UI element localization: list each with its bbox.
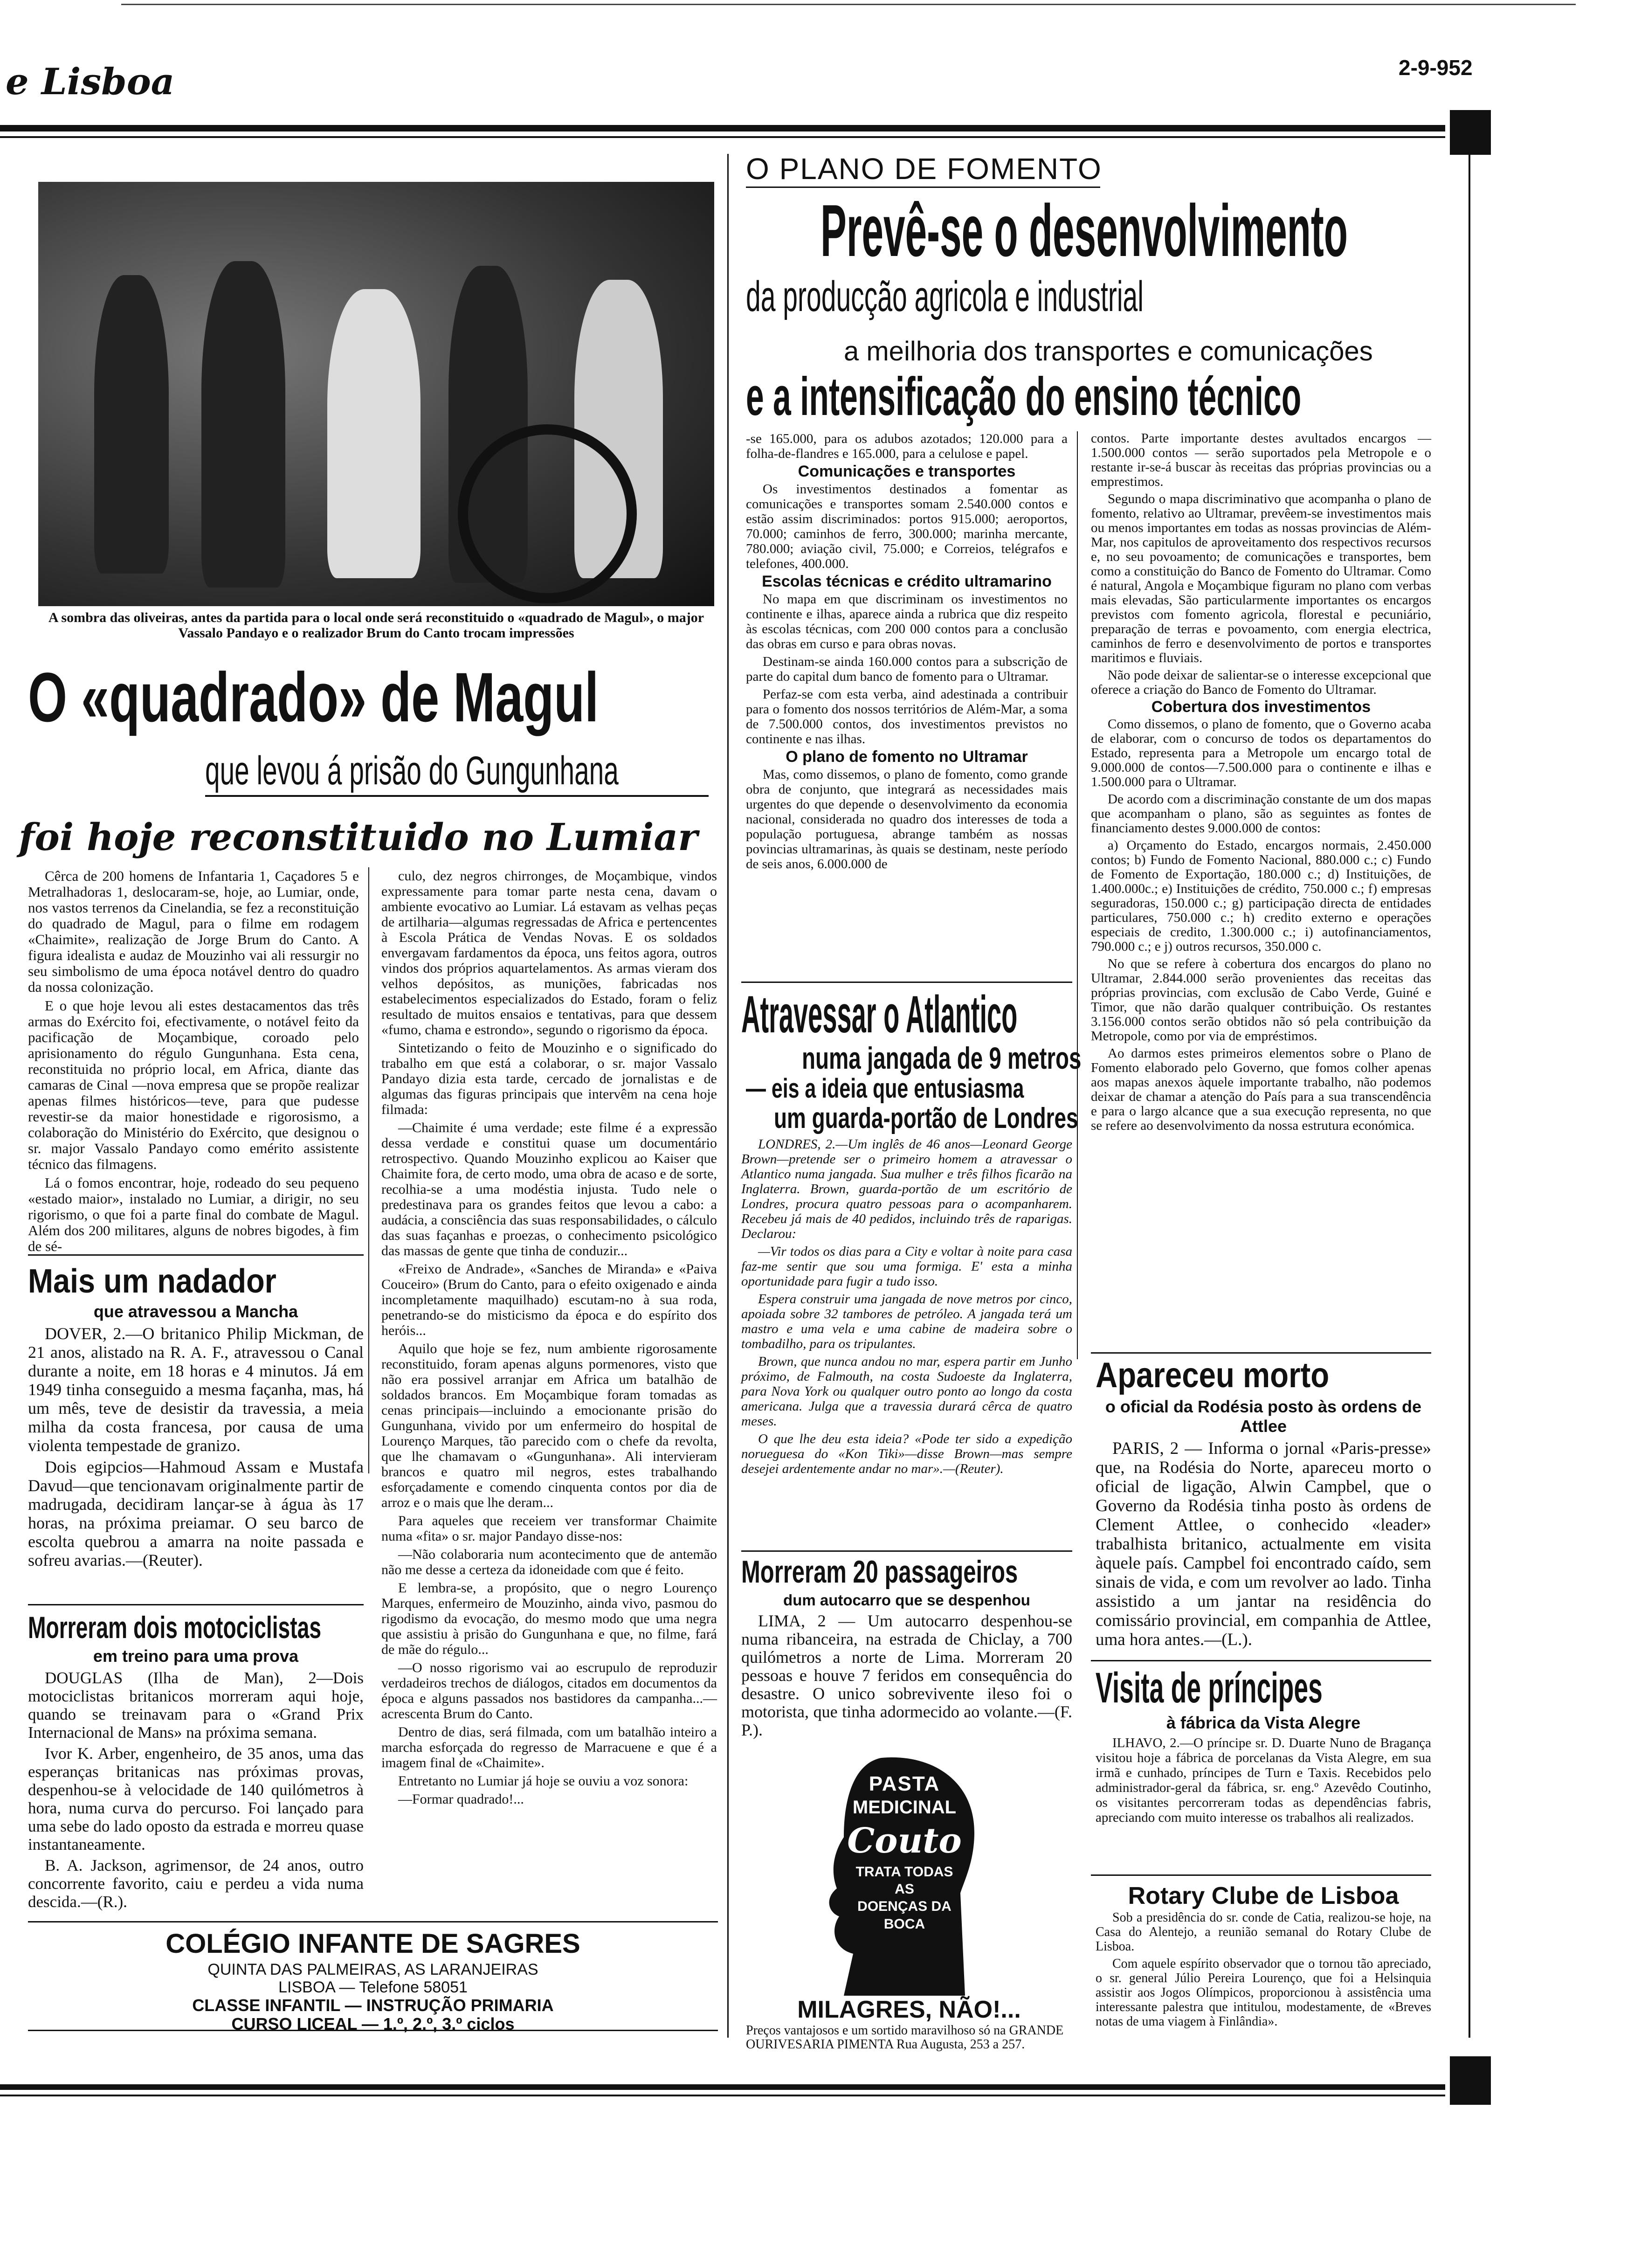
passageiros-headline: Morreram 20 passageiros (741, 1554, 1018, 1590)
ad-pasta-brand: Couto (847, 1821, 962, 1861)
moto-top-rule (28, 1604, 364, 1605)
atlantico-sub3: um guarda-portão de Londres (774, 1102, 1078, 1134)
ad-milagres-title: MILAGRES, NÃO!... (797, 1996, 1021, 2023)
nadador-subhead: que atravessou a Mancha (93, 1302, 298, 1321)
photo-wheel (458, 424, 637, 603)
ad-milagres (746, 1996, 1072, 2052)
col1-paragraph: Lá o fomos encontrar, hoje, rodeado do seu pequeno «estado maior», instalado no Lumiar, a dirigir, no seu rigorismo, o que foi a parte final do combate de Magul. Além dos 200 militares, alguns de nobres bigodes, à fim de sé- (28, 1175, 359, 1254)
fomento-subhead: Comunicações e transportes (798, 463, 1016, 480)
fomento-paragraph: Segundo o mapa discriminativo que acompanha o plano de fomento, relativo ao Ultramar, prevêem-se investimentos mais ou menos importantes em todas as nossas provincias de Além-Mar, nos capitulos de aproveitamento dos respectivos recursos e, no seu povoamento; de comunicações e transportes, bem como a constituição do Banco de Fomento do Ultramar. Como é natural, Angola e Moçambique figuram no plano com verbas mais elevadas, São particularmente importantes os encargos previstos com fomento agricola, florestal e pecuniário, preparação de terras e povoamento, com energia electrica, caminhos de ferro e desenvolvimento de portos e transportes maritimos e fluviais. (1091, 491, 1431, 665)
left-kicker: foi hoje reconstituido no Lumiar (19, 815, 698, 859)
col2-paragraph: —Chaimite é uma verdade; este filme é a expressão dessa verdade e constitui quase um documentário retrospectivo. Quando Mouzinho explicou ao Kaiser que Chaimite fora, de certo modo, uma obra de acaso e de sorte, recolhia-se a uma modéstia injusta. Tudo nele o predestinava para os grandes feitos que levou a cabo: a audácia, a consciência das suas responsabilidades, o cálculo das suas façanhas e proezas, o conhecimento psicológico das massas de gente que tinha de conduzir... (381, 1120, 717, 1258)
principes-top-rule (1091, 1660, 1431, 1661)
col2-paragraph: culo, dez negros chirronges, de Moçambique, vindos expressamente para tomar parte nesta cena, davam o ambiente evocativo ao Lumiar. Lá estavam as velhas peças de artilharia—algumas regressadas de Africa e pertencentes à Escola Prática de Vendas Novas. E os soldados envergavam fardamentos da época, uns feitos agora, outros vindos dos próprios aquartelamentos. As armas vieram dos velhos depósitos, as munições, fabricadas nos estabelecimentos especializados do Estado, foram o feliz resultado de muitos ensaios e tentativas, para que dessem «fumo, chama e estrondo», segundo o rigorismo da época. (381, 868, 717, 1037)
fomento-colA (746, 431, 1068, 874)
photo-figure (327, 289, 421, 578)
fomento-paragraph: De acordo com a discriminação constante de um dos mapas que acompanham o plano, são as seguintes as fontes de financiamento destes 9.000.000 de contos: (1091, 792, 1431, 836)
morto-top-rule (1091, 1352, 1431, 1354)
nadador-headline: Mais um nadador (28, 1263, 276, 1300)
ad-pasta-line: BOCA (883, 1916, 925, 1932)
passageiros-article (741, 1555, 1072, 1742)
passageiros-subhead: dum autocarro que se despenhou (783, 1591, 1030, 1609)
edge-line (1469, 154, 1470, 2038)
rotary-article (1096, 1881, 1431, 2032)
left-col2 (381, 868, 717, 1810)
fomento-paragraph: a) Orçamento do Estado, encargos normais, 2.450.000 contos; b) Fundo de Fomento Nacional, 880.000 c.; c) Fundo de Fomento de Exportação, 180.000 c.; d) Instituições, de 1.400.000c.; e) Instituições de crédito, 750.000 c.; f) empresas seguradoras, 150.000 c.; g) participação directa de entidades particulares, 750.000 c.; h) credito externo e operações especiais de credito, 1.300.000 c.; i) autofinanciamentos, 790.000 c.; e j) outros recursos, 350.000 c. (1091, 838, 1431, 954)
ad-pasta-line: TRATA TODAS (855, 1864, 953, 1880)
bottom-rule-thick (0, 2084, 1445, 2090)
col2-paragraph: Dentro de dias, será filmada, com um batalhão inteiro a marcha esforçada do regresso de Marracuene e que é a imagem final de «Chaimite». (381, 1724, 717, 1770)
rotary-top-rule (1091, 1874, 1431, 1876)
moto-paragraph: DOUGLAS (Ilha de Man), 2—Dois motociclistas britanicos morreram aqui hoje, quando se treinavam para o «Grand Prix Internacional de Mans» na próxima semana. (28, 1669, 364, 1742)
edge-marker-top (1450, 110, 1491, 155)
atlantico-paragraph: Brown, que nunca andou no mar, espera partir em Junho próximo, de Falmouth, na costa Sudoeste da Inglaterra, para Nova York ou qualquer outro ponto ao longo da costa americana. Julga que a travessia durará cêrca de quatro meses. (741, 1354, 1072, 1429)
col2-paragraph: —O nosso rigorismo vai ao escrupulo de reproduzir verdadeiros trechos de diálogos, citados em documentos da época e alguns passados nos bastidores da campanha...—acrescenta Brum do Canto. (381, 1660, 717, 1722)
nadador-article (28, 1264, 364, 1572)
fomento-paragraph: Não pode deixar de salientar-se o interesse excepcional que oferece a criação do Banco de Fomento do Ultramar. (1091, 668, 1431, 697)
col1-paragraph: Cêrca de 200 homens de Infantaria 1, Caçadores 5 e Metralhadoras 1, deslocaram-se, hoje, ao Lumiar, onde, nos vastos terrenos da Cinelandia, se fez a reconstituição do quadrado de Magul, para o filme em rodagem «Chaimite», realização de Jorge Brum do Canto. A figura idealista e audaz de Mouzinho vai ali ressurgir no seu simbolismo de uma época notável dentro do quadro da nossa colonização. (28, 868, 359, 995)
ad-pasta-line: MEDICINAL (852, 1797, 957, 1818)
passageiros-paragraph: LIMA, 2 — Um autocarro despenhou-se numa ribanceira, na estrada de Chiclay, a 700 quilómetros a norte de Lima. Morreram 20 pessoas e houve 7 feridos em consequência do desastre. O unico sobrevivente ileso foi o motorista, que tinha adormecido ao volante.—(F. P.). (741, 1611, 1072, 1739)
col2-paragraph: Sintetizando o feito de Mouzinho e o significado do trabalho em que está a colaborar, o sr. major Vassalo Pandayo dizia esta tarde, cercado de jornalistas e de algumas das figuras principais que intervêm na cena hoje filmada: (381, 1040, 717, 1117)
kicker-underline (746, 187, 1100, 188)
ad-pasta-line: DOENÇAS DA (857, 1899, 952, 1914)
photo-caption: A sombra das oliveiras, antes da partida para o local onde será reconstituido o «quadrado de Magul», o major Vassalo Pandayo e o realizador Brum do Canto trocam impressões (48, 610, 704, 641)
atlantico-paragraph: O que lhe deu esta ideia? «Pode ter sido a expedição norueguesa do «Kon Tiki»—disse Brown—mas sempre desejei ardentemente andar no mar».—(Reuter). (741, 1431, 1072, 1476)
left-col1 (28, 868, 359, 1257)
fomento-paragraph: No mapa em que discriminam os investimentos no continente e ilhas, aparece ainda a rubrica que diz respeito às escolas técnicas, com 200 000 contos para a conclusão das obras em curso e para obras novas. (746, 592, 1068, 651)
photo-figure (94, 275, 169, 574)
morto-paragraph: PARIS, 2 — Informa o jornal «Paris-presse» que, na Rodésia do Norte, apareceu morto o oficial de ligação, Alwin Campbel, que o Governo da Rodésia tinha posto às ordens de Clement Attlee, o conhecido «leader» trabalhista britanico, actualmente em visita àquele país. Campbel foi encontrado caído, sem sinais de vida, e com um revolver ao lado. Tinha assistido a um jantar na residência do comissário provincial, em companhia de Attlee, uma hora antes.—(L.). (1096, 1439, 1431, 1649)
fomento-paragraph: Os investimentos destinados a fomentar as comunicações e transportes somam 2.540.000 contos e estão assim discriminados: portos 915.000; aeroportos, 70.000; caminhos de ferro, 300.000; marinha mercante, 780.000; aviação civil, 75.000; e Correios, telégrafos e telefones, 400.000. (746, 482, 1068, 571)
rotary-headline: Rotary Clube de Lisboa (1128, 1882, 1399, 1909)
nadador-paragraph: Dois egipcios—Hahmoud Assam e Mustafa Davud—que tencionavam originalmente partir de madrugada, decidiram lançar-se à água às 17 horas, na próxima preiamar. O seu barco de escolta quebrou a amarra na noite passada e sofreu avarias.—(Reuter). (28, 1458, 364, 1570)
morto-subhead: o oficial da Rodésia posto às ordens de Attlee (1105, 1397, 1422, 1436)
atlantico-article (741, 985, 1082, 1479)
fomento-headline2: da producção agricola e industrial (746, 273, 1144, 320)
rotary-paragraph: Com aquele espírito observador que o tornou tão apreciado, o sr. general Júlio Pereira Lourenço, que foi a Helsinquia assistir aos Jogos Olímpicos, proporcionou à assistência uma interessante palestra que intitulou, modestamente, de «Breves notas de uma viagem à Finlândia». (1096, 1957, 1431, 2029)
fomento-paragraph: Mas, como dissemos, o plano de fomento, como grande obra de conjunto, que integrará as necessidades mais urgentes do que depende o desenvolvimento da economia nacional, considerada no quadro dos interesses de toda a população portuguesa, abrange também as nossas povincias ultramarinas, às quais se destinam, neste período de seis anos, 6.000.000 de (746, 767, 1068, 871)
fomento-subhead: Cobertura dos investimentos (1151, 698, 1371, 716)
atlantico-sub2: — eis a ideia que entusiasma (746, 1073, 1024, 1104)
news-photo (38, 182, 714, 606)
subhead-underline (205, 795, 709, 797)
morto-headline: Apareceu morto (1096, 1355, 1330, 1395)
atlantico-paragraph: Espera construir uma jangada de nove metros por cinco, apoiada sobre 32 tambores de petróleo. A jangada terá um mastro e uma vela e uma cabine de madeira sobre o tombadilho, para os tripulantes. (741, 1292, 1072, 1351)
fomento-paragraph: -se 165.000, para os adubos azotados; 120.000 para a folha-de-flandres e 165.000, para a celulose e papel. (746, 431, 1068, 461)
atlantico-paragraph: LONDRES, 2.—Um inglês de 46 anos—Leonard George Brown—pretende ser o primeiro homem a atravessar o Atlantico numa jangada. Sua mulher e três filhos ficarão na Inglaterra. Brown, guarda-portão de um escritório de Londres, procura quatro pessoas para o acompanharem. Recebeu já mais de 40 pedidos, incluindo três de raparigas. Declarou: (741, 1137, 1072, 1241)
fomento-kicker: O PLANO DE FOMENTO (746, 152, 1102, 186)
fomento-headline3: a meilhoria dos transportes e comunicações (844, 336, 1373, 366)
col2-paragraph: «Freixo de Andrade», «Sanches de Miranda» e «Paiva Couceiro» (Brum do Canto, para o efeito oxigenado e ainda incompletamente maquilhado) escutam-no à sua roda, penetrando-se do misticismo da época e do espírito dos heróis... (381, 1261, 717, 1338)
ad-colegio (28, 1921, 718, 2031)
moto-paragraph: B. A. Jackson, agrimensor, de 24 anos, outro concorrente favorito, caiu e perdeu a vida numa descida.—(R.). (28, 1856, 364, 1911)
col2-paragraph: Aquilo que hoje se fez, num ambiente rigorosamente reconstituido, foram apenas alguns pormenores, visto que não era possivel arranjar em Africa um batalhão de soldados brancos. Em Moçambique foram tomadas as cenas principais—incluindo a emocionante prisão do Gungunhana, vivido por um enfermeiro do hospital de Lourenço Marques, tão parecido com o chefe da revolta, que lhe chamavam o «Gungunhana». Ali intervieram brancos e quatro mil negros, estes trabalhando esforçadamente e comendo cinquenta contos por dia de arroz e o mais que lhe deram... (381, 1341, 717, 1510)
fomento-headline4: e a intensificação do ensino técnico (746, 366, 1302, 427)
bottom-rule-thin (0, 2095, 1445, 2096)
fomento-h1-wrap (820, 191, 1441, 270)
col-divider (1077, 431, 1078, 1359)
rotary-paragraph: Sob a presidência do sr. conde de Catia, realizou-se hoje, na Casa do Alentejo, a reunião semanal do Rotary Clube de Lisboa. (1096, 1910, 1431, 1954)
col2-paragraph: Para aqueles que receiem ver transformar Chaimite numa «fita» o sr. major Pandayo disse-nos: (381, 1513, 717, 1544)
moto-paragraph: Ivor K. Arber, engenheiro, de 35 anos, uma das esperanças britanicas nas próximas provas, despenhou-se à velocidade de 140 quilómetros à hora, numa curva do percurso. Foi lançado para uma sebe do lado oposto da estrada e morreu quase instantaneamente. (28, 1744, 364, 1853)
left-subhead-wrap (205, 748, 718, 793)
masthead-rule-thin (0, 136, 1445, 138)
fomento-paragraph: Ao darmos estes primeiros elementos sobre o Plano de Fomento elaborado pelo Governo, que fomos colher apenas aos mapas anexos àquele importante trabalho, não podemos deixar de chamar a atenção do País para a sua transcendência e para o largo alcance que a sua execução representa, no que se refere ao desenvolvimento da nossa estrutura económica. (1091, 1046, 1431, 1133)
principes-article (1096, 1666, 1431, 1828)
moto-article (28, 1611, 364, 1914)
left-headline-wrap (28, 658, 718, 736)
masthead (0, 0, 1641, 154)
fomento-paragraph: Destinam-se ainda 160.000 contos para a subscrição de parte do capital dum banco de fomento para o Ultramar. (746, 654, 1068, 684)
top-edge-line (121, 4, 1576, 5)
fomento-paragraph: Perfaz-se com esta verba, aind adestinada a contribuir para o fomento dos nossos territórios de Além-Mar, a soma de 7.500.000 contos, dos investimentos previstos no continente e nas ilhas. (746, 687, 1068, 747)
ad-pasta-line: AS (895, 1881, 914, 1897)
principes-headline: Visita de príncipes (1096, 1664, 1323, 1712)
col2-paragraph: Entretanto no Lumiar já hoje se ouviu a voz sonora: (398, 1773, 689, 1789)
left-subhead: que levou á prisão do Gungunhana (205, 748, 619, 793)
atlantico-paragraph: —Vir todos os dias para a City e voltar à noite para casa faz-me sentir que sou uma formiga. E' esta a minha oportunidade para fugir a tudo isso. (741, 1244, 1072, 1289)
ad-colegio-line: LISBOA — Telefone 58051 (278, 1978, 468, 1996)
masthead-name: e Lisboa (6, 61, 175, 103)
principes-subhead: à fábrica da Vista Alegre (1166, 1713, 1361, 1732)
col1-paragraph: E o que hoje levou ali estes destacamentos das três armas do Exército foi, efectivamente, o notável feito da pacificação de Moçambique, coroado pelo aprisionamento do régulo Gungunhana. Esta cena, reconstituida no próprio local, em Africa, diante das camaras de Cinal —nova empresa que se propõe realizar apenas filmes históricos—teve, para que pudesse revestir-se da maior honestidade e rigorosismo, a colaboração do Ministério do Exército, que designou o sr. major Vassalo Pandayo como emérito assistente técnico das filmagens. (28, 997, 359, 1172)
ad-colegio-line: CURSO LICEAL — 1.º, 2.º, 3.º ciclos (231, 2014, 515, 2033)
fomento-subhead: Escolas técnicas e crédito ultramarino (762, 573, 1052, 590)
morto-article (1096, 1357, 1431, 1652)
nadador-top-rule (28, 1254, 364, 1256)
col2-paragraph: E lembra-se, a propósito, que o negro Lourenço Marques, enfermeiro de Mouzinho, ainda vivo, pasmou do rigodismo da evocação, do mesmo modo que uma negra que assistiu à prisão do Gungunhana e que, no filme, fará de mãe do régulo... (381, 1580, 717, 1657)
ad-milagres-body: Preços vantajosos e um sortido maravilhoso só na GRANDE OURIVESARIA PIMENTA Rua Augusta, 253 a 257. (746, 2023, 1064, 2052)
fomento-subhead: O plano de fomento no Ultramar (786, 748, 1028, 766)
fomento-headline1: Prevê-se o desenvolvimento (820, 190, 1348, 272)
col2-paragraph: —Não colaboraria num acontecimento que de antemão não me desse a certeza da idoneidade com que é feito. (381, 1547, 717, 1577)
col2-paragraph: —Formar quadrado!... (398, 1791, 524, 1807)
ad-colegio-line: QUINTA DAS PALMEIRAS, AS LARANJEIRAS (207, 1961, 538, 1978)
edge-marker-bottom (1450, 2056, 1491, 2105)
masthead-date: 2-9-952 (1399, 55, 1473, 80)
atlantico-headline: Atravessar o Atlantico (741, 985, 1018, 1044)
nadador-paragraph: DOVER, 2.—O britanico Philip Mickman, de 21 anos, alistado na R. A. F., atravessou o Canal durante a noite, em 18 horas e 4 minutos. Já em 1949 tinha conseguido a mesma façanha, mas, há um mês, teve de desistir da travessia, a meia milha da costa francesa, por causa de uma violenta tempestade de granizo. (28, 1324, 364, 1455)
fomento-colB (1091, 431, 1431, 1136)
col-divider (368, 867, 369, 1473)
fomento-paragraph: contos. Parte importante destes avultados encargos — 1.500.000 contos — serão suportados pela Metropole e o restante ir-se-á buscar às receitas das próprias provincias ou a emprestimos. (1091, 431, 1431, 489)
moto-headline: Morreram dois motociclistas (28, 1610, 322, 1645)
ad-pasta-line: PASTA (869, 1772, 940, 1795)
ad-colegio-title: COLÉGIO INFANTE DE SAGRES (165, 1929, 580, 1959)
atlantico-sub1: numa jangada de 9 metros (802, 1041, 1082, 1075)
fomento-h2-wrap (746, 274, 1305, 319)
ad-colegio-line: CLASSE INFANTIL — INSTRUÇÃO PRIMARIA (192, 1996, 554, 2015)
moto-subhead: em treino para uma prova (93, 1646, 299, 1666)
atlantico-top-rule (741, 982, 1072, 983)
section-divider (727, 154, 729, 2038)
principes-paragraph: ILHAVO, 2.—O príncipe sr. D. Duarte Nuno de Bragança visitou hoje a fábrica de porcelanas da Vista Alegre, em sua irmã e cunhado, príncipes de Turn e Taxis. Recebidos pelo administrador-geral da fábrica, sr. eng.º Azevêdo Coutinho, os visitantes percorreram todas as dependências fabris, apreciando com muito interesse os trabalhos ali realizados. (1096, 1736, 1431, 1825)
photo-figure (201, 261, 285, 588)
passageiros-top-rule (741, 1550, 1072, 1552)
fomento-paragraph: No que se refere à cobertura dos encargos do plano no Ultramar, 2.844.000 serão provenientes das receitas das próprias provincias, com exclusão de Cabo Verde, Guiné e Timor, que não darão qualquer contribuição. Os restantes 3.156.000 contos serão obtidos não só pela contribuição da Metropole, como por via de empréstimos. (1091, 956, 1431, 1044)
fomento-h4-wrap (746, 366, 1445, 427)
fomento-paragraph: Como dissemos, o plano de fomento, que o Governo acaba de elaborar, com o concurso de todos os departamentos do Estado, representa para a Metropole um encargo total de 9.000.000 de contos—7.500.000 para o continente e ilhas e 1.500.000 para o Ultramar. (1091, 717, 1431, 789)
left-headline: O «quadrado» de Magul (28, 658, 599, 736)
ad-pasta-couto (825, 1753, 979, 1996)
masthead-rule-thick (0, 125, 1445, 131)
